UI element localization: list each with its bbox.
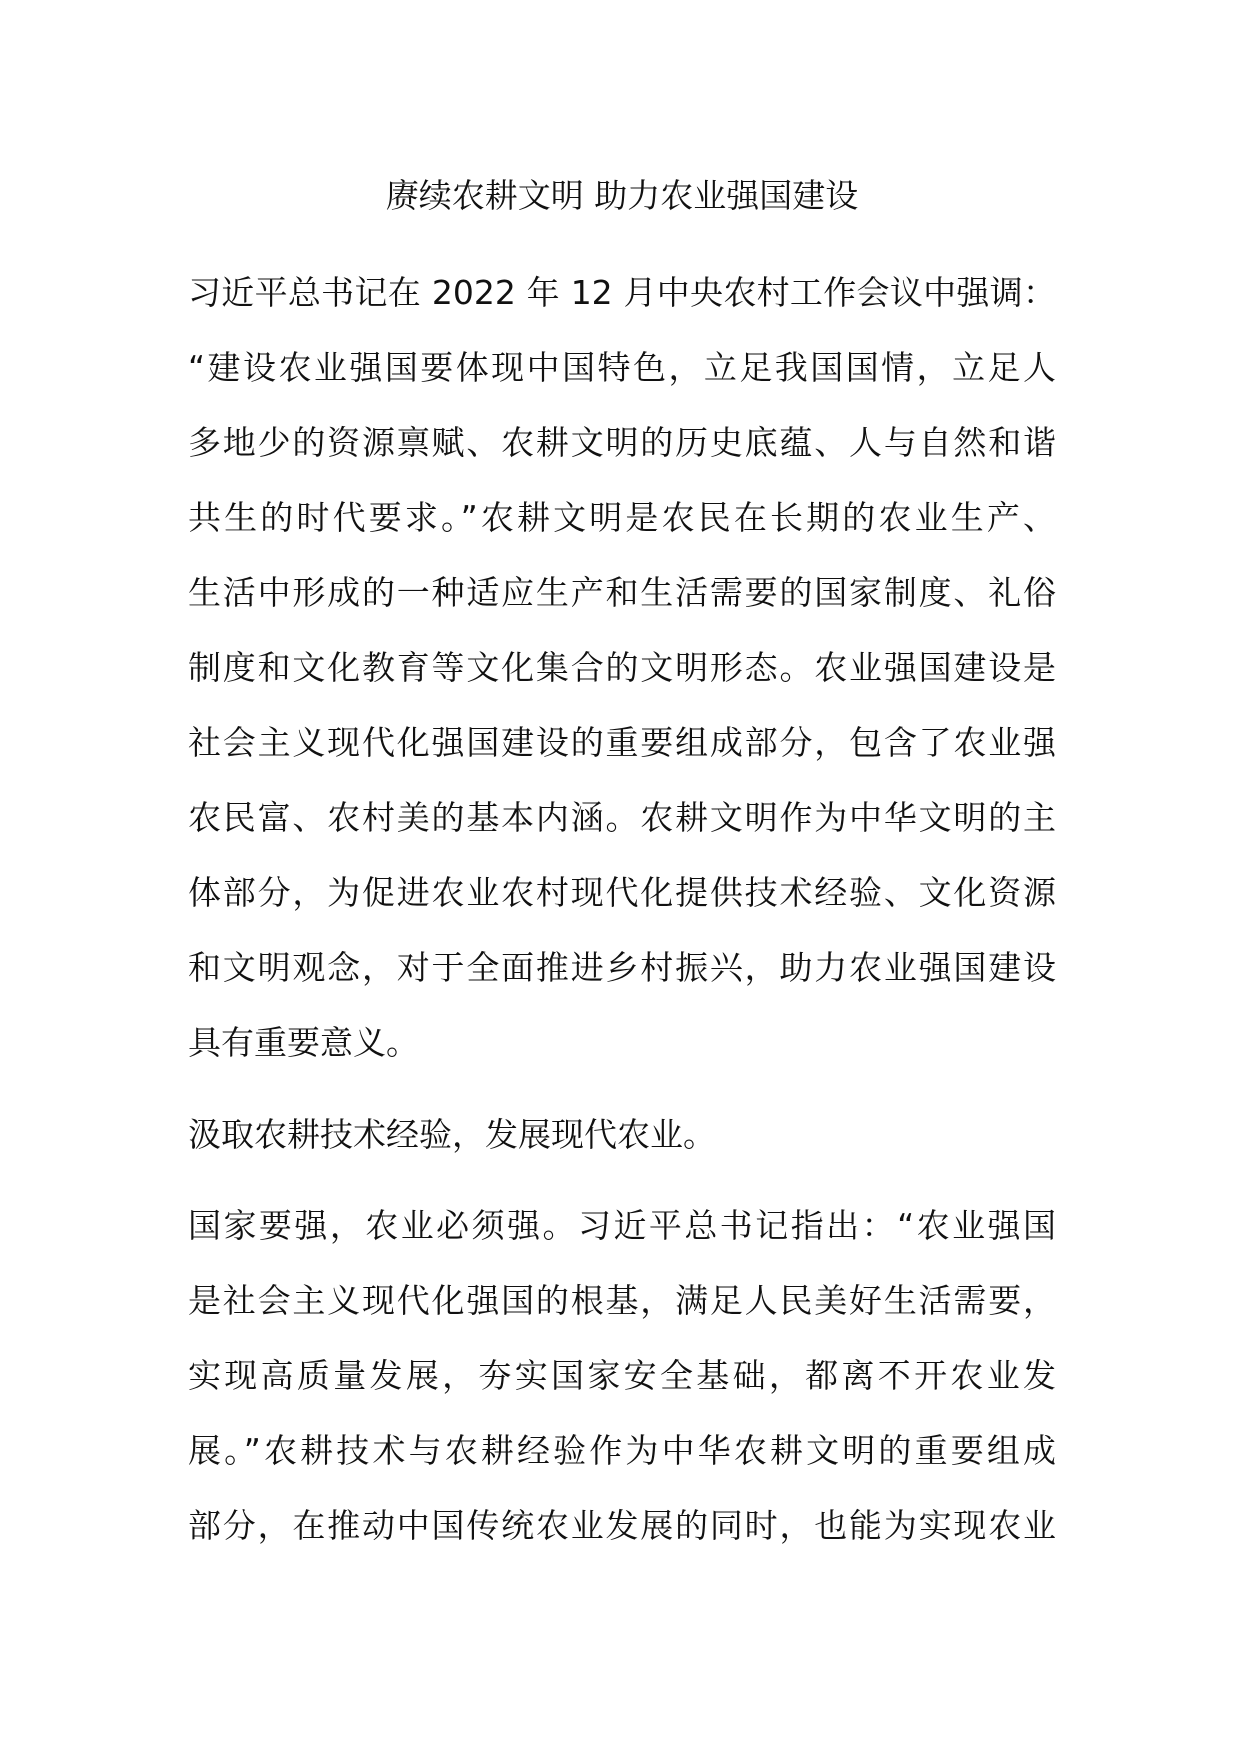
text-line: “建设农业强国要体现中国特色，立足我国国情，立足人 [188,348,1056,387]
text-line: 习近平总书记在 2022 年 12 月中央农村工作会议中强调： [188,273,1056,312]
text-line: 国家要强，农业必须强。习近平总书记指出：“农业强国 [188,1206,1056,1245]
text-line: 和文明观念，对于全面推进乡村振兴，助力农业强国建设 [188,948,1056,987]
text-line: 部分，在推动中国传统农业发展的同时，也能为实现农业 [188,1506,1056,1545]
document-title: 赓续农耕文明 助力农业强国建设 [385,176,859,215]
text-line: 共生的时代要求。”农耕文明是农民在长期的农业生产、 [188,498,1056,537]
text-line: 体部分，为促进农业农村现代化提供技术经验、文化资源 [188,873,1056,912]
text-line: 制度和文化教育等文化集合的文明形态。农业强国建设是 [188,648,1056,687]
text-line: 社会主义现代化强国建设的重要组成部分，包含了农业强 [188,723,1056,762]
section-heading [188,1097,1056,1172]
paragraph-body [188,1188,1056,1563]
text-line: 农民富、农村美的基本内涵。农耕文明作为中华文明的主 [188,798,1056,837]
text-line: 实现高质量发展，夯实国家安全基础，都离不开农业发 [188,1356,1056,1395]
paragraph-intro [188,255,1056,1080]
text-line: 具有重要意义。 [188,1023,419,1062]
text-line: 生活中形成的一种适应生产和生活需要的国家制度、礼俗 [188,573,1056,612]
text-line: 展。”农耕技术与农耕经验作为中华农耕文明的重要组成 [188,1431,1056,1470]
text-line: 多地少的资源禀赋、农耕文明的历史底蕴、人与自然和谐 [188,423,1056,462]
text-line: 汲取农耕技术经验，发展现代农业。 [188,1115,716,1154]
text-line: 是社会主义现代化强国的根基，满足人民美好生活需要， [188,1281,1056,1320]
